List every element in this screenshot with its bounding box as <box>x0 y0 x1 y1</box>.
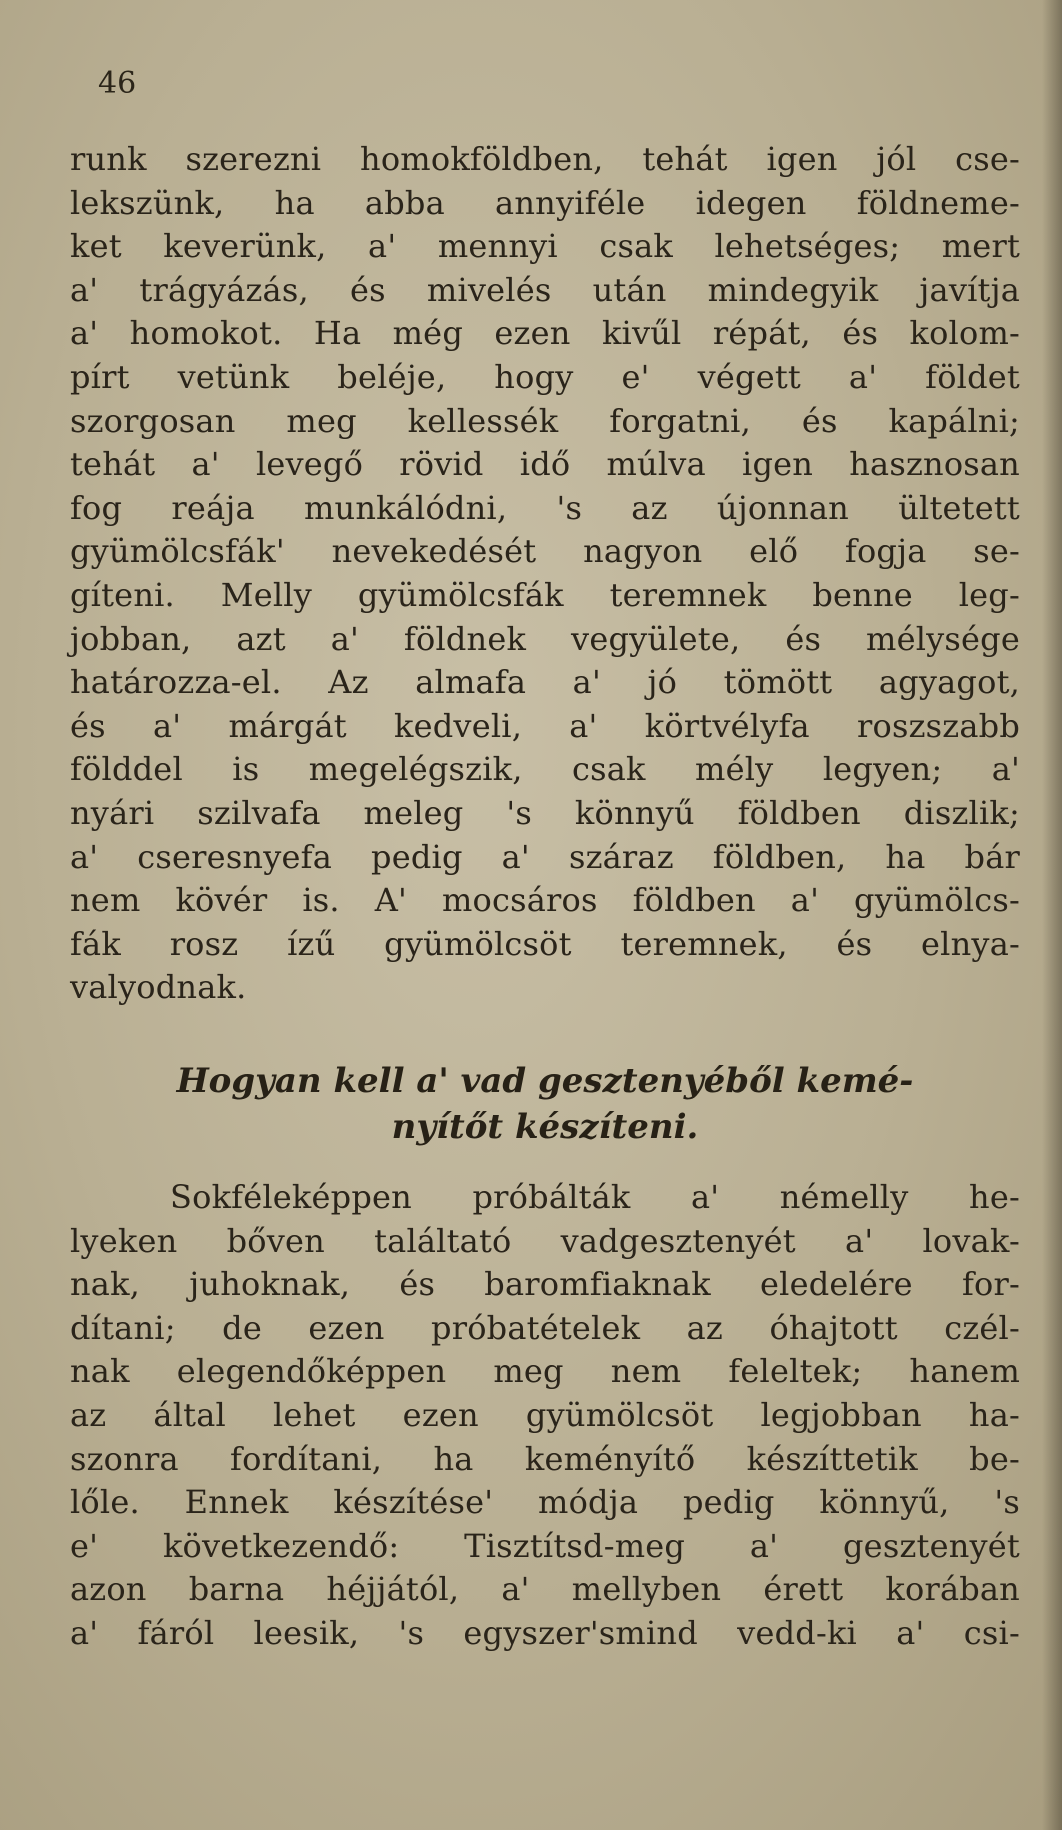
text-line: a' cseresnyefa pedig a' száraz földben, ha bár <box>70 837 1020 876</box>
text-line: a' trágyázás, és mivelés után mindegyik javítja <box>70 270 1020 309</box>
text-line: nak, juhoknak, és baromfiaknak eledelére for- <box>70 1265 1020 1304</box>
text-line: fog reája munkálódni, 's az újonnan ültetett <box>70 488 1020 527</box>
text-line: fák rosz ízű gyümölcsöt teremnek, és elnya- <box>70 924 1020 963</box>
text-line: a' fáról leesik, 's egyszer'smind vedd-ki a' csi- <box>70 1613 1020 1652</box>
page-number: 46 <box>98 66 137 101</box>
text-line: lőle. Ennek készítése' módja pedig könnyű, 's <box>70 1483 1020 1522</box>
text-line: Sokféleképpen próbálták a' némelly he- <box>170 1178 1020 1216</box>
text-line: runk szerezni homokföldben, tehát igen jól cse- <box>70 140 1020 178</box>
text-line: és a' márgát kedveli, a' körtvélyfa roszszabb <box>70 706 1020 745</box>
text-line: a' homokot. Ha még ezen kivűl répát, és kolom- <box>70 314 1020 353</box>
text-line: határozza-el. Az almafa a' jó tömött agyagot, <box>70 663 1020 702</box>
text-line: jobban, azt a' földnek vegyülete, és mélysége <box>70 619 1020 658</box>
page-edge-shadow <box>1042 0 1062 1830</box>
text-line: lekszünk, ha abba annyiféle idegen földneme- <box>70 183 1020 222</box>
text-line: pírt vetünk beléje, hogy e' végett a' földet <box>70 357 1020 396</box>
text-line: ket keverünk, a' mennyi csak lehetséges; mert <box>70 227 1020 266</box>
text-line: dítani; de ezen próbatételek az óhajtott czél- <box>70 1308 1020 1347</box>
text-line: e' következendő: Tisztítsd-meg a' gesztenyét <box>70 1526 1020 1565</box>
paragraph-chestnut <box>70 1176 1020 1656</box>
text-line: gyümölcsfák' nevekedését nagyon elő fogja se- <box>70 532 1020 571</box>
text-line: lyeken bőven találtató vadgesztenyét a' lovak- <box>70 1221 1020 1260</box>
text-line: valyodnak. <box>70 968 247 1007</box>
heading-line: Hogyan kell a' vad gesztenyéből kemé- <box>176 1061 914 1101</box>
text-line: nyári szilvafa meleg 's könnyű földben diszlik; <box>70 793 1020 832</box>
text-line: az által lehet ezen gyümölcsöt legjobban ha- <box>70 1395 1020 1434</box>
text-line: szonra fordítani, ha keményítő készíttetik be- <box>70 1439 1020 1478</box>
text-line: tehát a' levegő rövid idő múlva igen hasznosan <box>70 445 1020 484</box>
text-line: nak elegendőképpen meg nem feleltek; hanem <box>70 1352 1020 1391</box>
text-line: azon barna héjjától, a' mellyben érett korában <box>70 1570 1020 1609</box>
text-line: nem kövér is. A' mocsáros földben a' gyümölcs- <box>70 881 1020 920</box>
text-line: földdel is megelégszik, csak mély legyen; a' <box>70 750 1020 789</box>
text-line: gíteni. Melly gyümölcsfák teremnek benne leg- <box>70 575 1020 614</box>
paragraph-soil <box>70 138 1020 1010</box>
heading-line: nyítőt készíteni. <box>391 1107 699 1147</box>
text-line: szorgosan meg kellessék forgatni, és kapálni; <box>70 401 1020 440</box>
section-heading <box>70 1058 1020 1150</box>
